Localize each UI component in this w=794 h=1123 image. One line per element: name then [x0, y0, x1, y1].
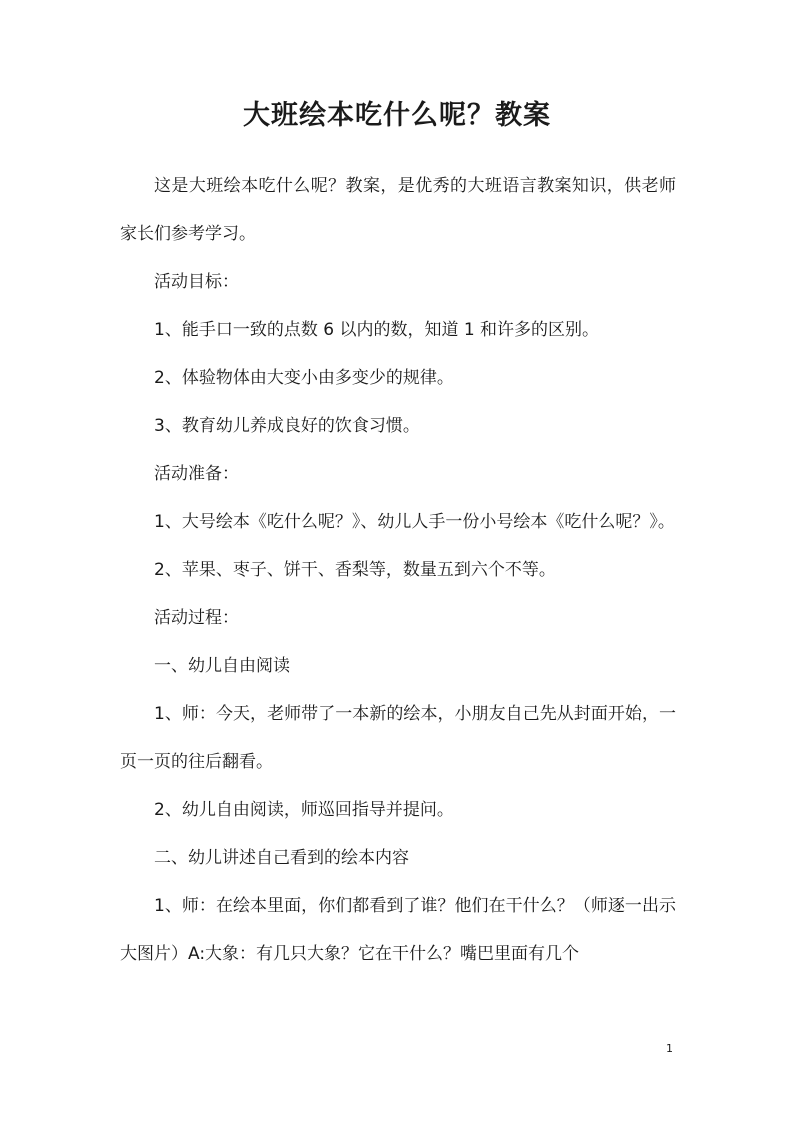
heading-activity-process: 活动过程：	[154, 608, 239, 628]
goal-item-1: 1、能手口一致的点数 6 以内的数，知道 1 和许多的区别。	[154, 320, 600, 340]
goal-item-3: 3、教育幼儿养成良好的饮食习惯。	[154, 416, 420, 436]
process-section-2: 二、幼儿讲述自己看到的绘本内容	[154, 848, 409, 868]
process-step-1-2: 2、幼儿自由阅读，师巡回指导并提问。	[154, 800, 454, 820]
document-body	[120, 162, 676, 978]
preparation-item-2: 2、苹果、枣子、饼干、香梨等，数量五到六个不等。	[154, 560, 556, 580]
process-step-1-1: 1、师：今天，老师带了一本新的绘本，小朋友自己先从封面开始，一页一页的往后翻看。	[120, 704, 676, 772]
paragraph-intro: 这是大班绘本吃什么呢？教案，是优秀的大班语言教案知识，供老师家长们参考学习。	[120, 176, 676, 244]
heading-activity-goals: 活动目标：	[154, 272, 239, 292]
goal-item-2: 2、体验物体由大变小由多变少的规律。	[154, 368, 454, 388]
page-number: 1	[666, 1042, 673, 1055]
heading-activity-preparation: 活动准备：	[154, 464, 239, 484]
process-section-1: 一、幼儿自由阅读	[154, 656, 290, 676]
document-title: 大班绘本吃什么呢？教案	[243, 100, 551, 131]
preparation-item-1: 1、大号绘本《吃什么呢？》、幼儿人手一份小号绘本《吃什么呢？》。	[154, 512, 675, 532]
process-step-2-1: 1、师：在绘本里面，你们都看到了谁？他们在干什么？（师逐一出示大图片）A:大象：有几只大象？它在干什么？嘴巴里面有几个	[120, 896, 676, 964]
